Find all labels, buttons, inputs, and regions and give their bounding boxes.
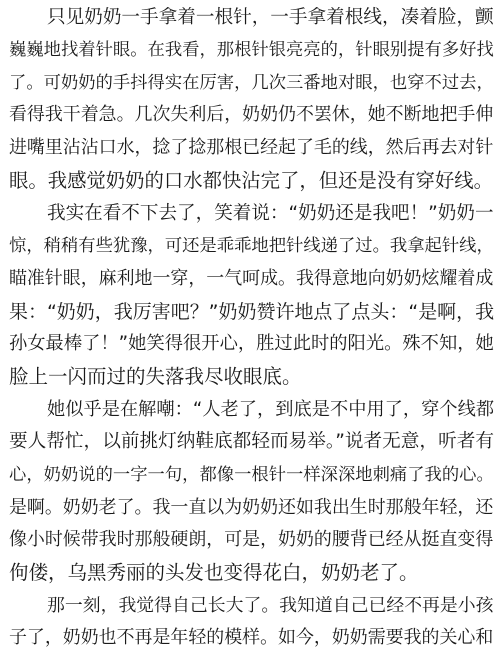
text-line-19: 那一刻，我觉得自己长大了。我知道自己已经不再是小孩 (47, 595, 494, 616)
text-line-14: 要人帮忙，以前挑灯纳鞋底都轻而易举。”说者无意，听者有 (9, 431, 494, 452)
text-line-7: 我实在看不下去了，笑着说：“奶奶还是我吧！”奶奶一 (47, 203, 494, 224)
text-line-12: 脸上一闪而过的失落我尽收眼底。 (9, 365, 302, 388)
text-line-18: 佝偻，乌黑秀丽的头发也变得花白，奶奶老了。 (9, 561, 419, 584)
text-line-16: 是啊。奶奶老了。我一直以为奶奶还如我出生时那般年轻，还 (9, 497, 494, 518)
text-line-6: 眼。我感觉奶奶的口水都快沾完了，但还是没有穿好线。 (9, 169, 493, 192)
text-line-9: 瞄准针眼，麻利地一穿，一气呵成。我得意地向奶奶炫耀着成 (9, 268, 494, 289)
text-line-11: 孙女最棒了！”她笑得很开心，胜过此时的阳光。殊不知，她 (9, 333, 494, 354)
text-line-4: 看得我干着急。几次失利后，奶奶仍不罢休，她不断地把手伸 (9, 104, 494, 125)
text-line-17: 像小时候带我时那般硬朗，可是，奶奶的腰背已经从挺直变得 (9, 529, 494, 550)
text-line-5: 进嘴里沾沾口水，捻了捻那根已经起了毛的线，然后再去对针 (9, 137, 494, 158)
text-line-10: 果：“奶奶，我厉害吧？”奶奶赞许地点了点头：“是啊，我 (9, 301, 495, 323)
text-line-2: 巍巍地找着针眼。在我看，那根针银亮亮的，针眼别提有多好找 (9, 40, 494, 60)
text-line-15: 心，奶奶说的一字一句，都像一根针一样深深地刺痛了我的心。 (9, 465, 494, 485)
text-line-20: 子了，奶奶也不再是年轻的模样。如今，奶奶需要我的关心和 (9, 627, 494, 648)
text-line-13: 她似乎是在解嘲：“人老了，到底是不中用了，穿个线都 (47, 399, 495, 420)
text-line-1: 只见奶奶一手拿着一根针，一手拿着根线，凑着脸，颤 (47, 7, 494, 28)
text-line-8: 惊，稍稍有些犹豫，可还是乖乖地把针线递了过。我拿起针线， (9, 236, 494, 256)
text-line-3: 了。可奶奶的手抖得实在厉害，几次三番地对眼，也穿不过去， (9, 73, 494, 93)
